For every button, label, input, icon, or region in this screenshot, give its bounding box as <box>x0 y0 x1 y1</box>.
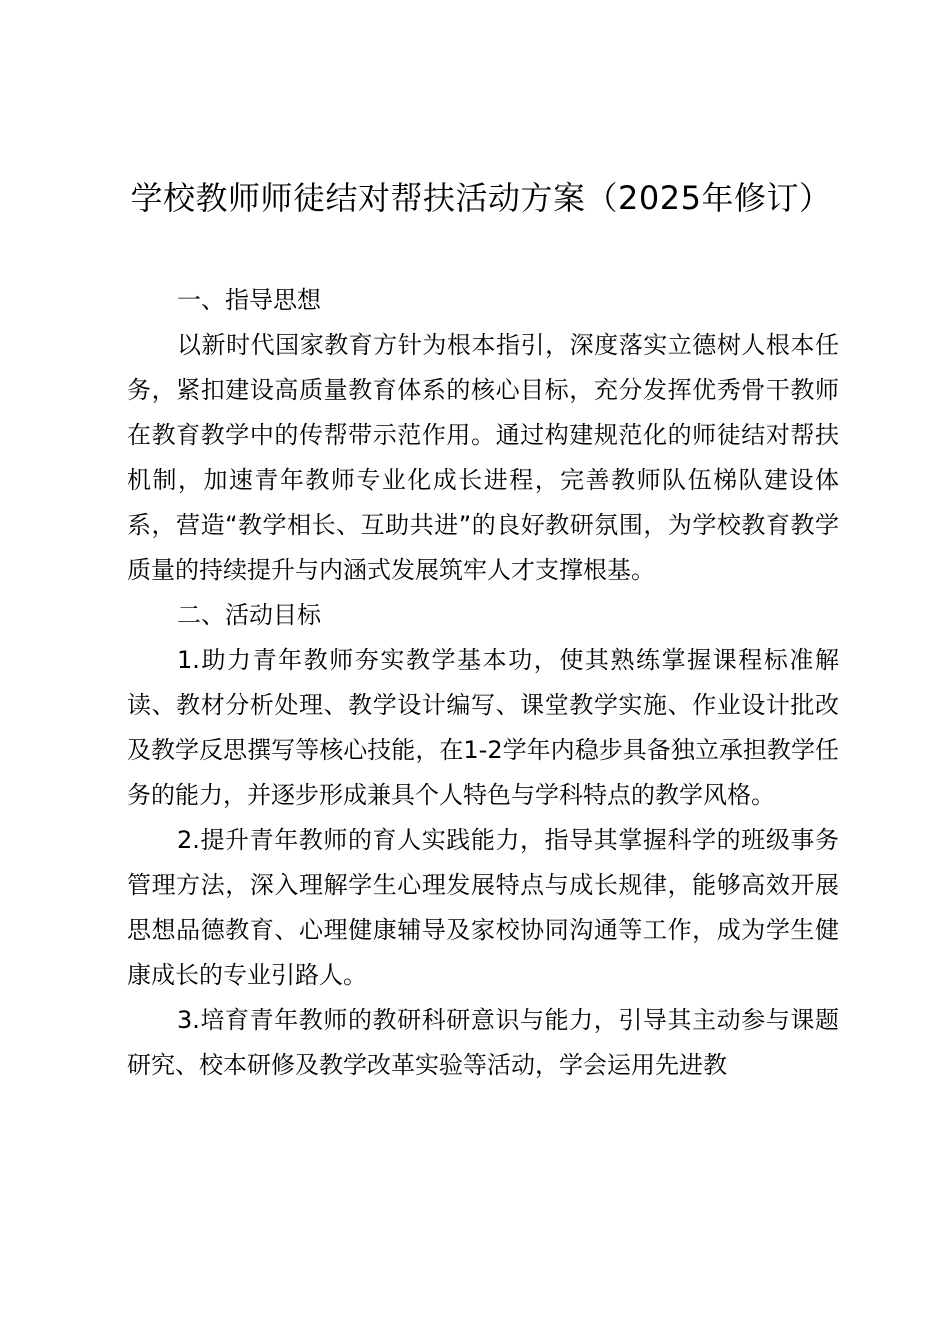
paragraph: 1.助力青年教师夯实教学基本功，使其熟练掌握课程标准解读、教材分析处理、教学设计编写、课堂教学实施、作业设计批改及教学反思撰写等核心技能，在1-2学年内稳步具备独立承担教学任务的能力，并逐步形成兼具个人特色与学科特点的教学风格。 <box>127 646 839 809</box>
paragraph: 以新时代国家教育方针为根本指引，深度落实立德树人根本任务，紧扣建设高质量教育体系的核心目标，充分发挥优秀骨干教师在教育教学中的传帮带示范作用。通过构建规范化的师徒结对帮扶机制，加速青年教师专业化成长进程，完善教师队伍梯队建设体系，营造“教学相长、互助共进”的良好教研氛围，为学校教育教学质量的持续提升与内涵式发展筑牢人才支撑根基。 <box>127 331 839 584</box>
section-guiding-ideology <box>127 278 839 593</box>
section-heading: 一、指导思想 <box>177 286 321 314</box>
document-body <box>127 278 839 1088</box>
section-heading: 二、活动目标 <box>177 601 321 629</box>
document-title: 学校教师师徒结对帮扶活动方案（2025年修订） <box>130 179 832 217</box>
paragraph: 2.提升青年教师的育人实践能力，指导其掌握科学的班级事务管理方法，深入理解学生心理发展特点与成长规律，能够高效开展思想品德教育、心理健康辅导及家校协同沟通等工作，成为学生健康成长的专业引路人。 <box>127 826 839 989</box>
paragraph: 3.培育青年教师的教研科研意识与能力，引导其主动参与课题研究、校本研修及教学改革实验等活动，学会运用先进教 <box>127 1006 839 1079</box>
section-activity-goals <box>127 593 839 1088</box>
